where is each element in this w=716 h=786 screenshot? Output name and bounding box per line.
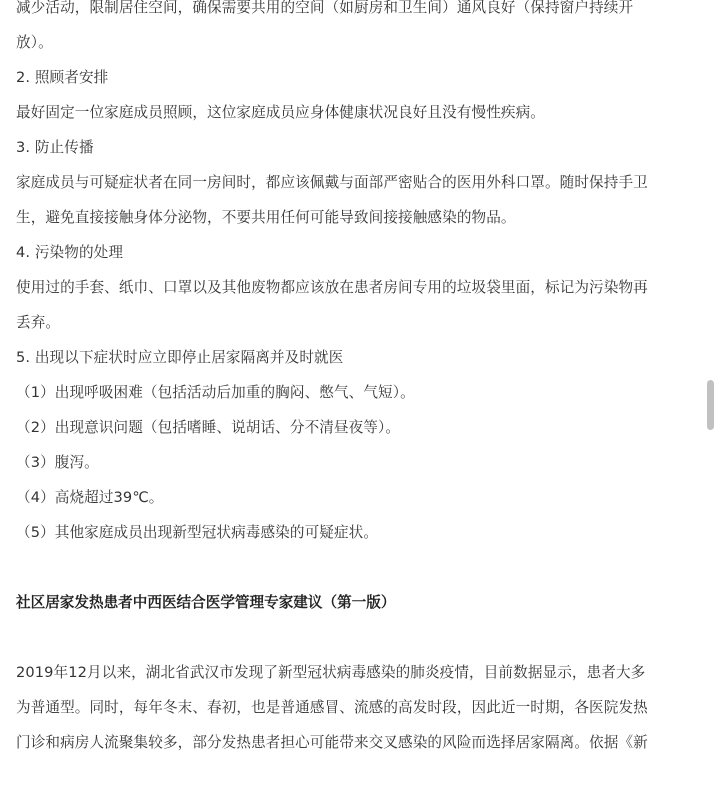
spacer	[16, 550, 692, 585]
symptom-item: （3）腹泻。	[16, 454, 99, 471]
section-4-body	[16, 270, 692, 340]
symptom-item: （1）出现呼吸困难（包括活动后加重的胸闷、憋气、气短）。	[16, 384, 415, 401]
intro-paragraph	[16, 0, 692, 60]
section-2-title: 2. 照顾者安排	[16, 69, 109, 86]
text-line: 门诊和病房人流聚集较多，部分发热患者担心可能带来交叉感染的风险而选择居家隔离。依据《新	[16, 734, 648, 751]
vertical-scrollbar[interactable]	[704, 0, 716, 786]
text-line: 减少活动，限制居住空间，确保需要共用的空间（如厨房和卫生间）通风良好（保持窗户持续开	[16, 0, 634, 16]
text-line: 放）。	[16, 34, 53, 51]
text-line: 丢弃。	[16, 314, 61, 331]
section-2-body: 最好固定一位家庭成员照顾，这位家庭成员应身体健康状况良好且没有慢性疾病。	[16, 104, 545, 121]
section-3-body	[16, 165, 692, 235]
expert-advice-heading: 社区居家发热患者中西医结合医学管理专家建议（第一版）	[16, 594, 396, 611]
text-line: 使用过的手套、纸巾、口罩以及其他废物都应该放在患者房间专用的垃圾袋里面，标记为污染物再	[16, 279, 648, 296]
symptom-item: （2）出现意识问题（包括嗜睡、说胡话、分不清昼夜等）。	[16, 419, 401, 436]
final-paragraph	[16, 655, 692, 760]
article-content	[16, 0, 692, 760]
text-line: 2019年12月以来，湖北省武汉市发现了新型冠状病毒感染的肺炎疫情，目前数据显示，患者大多	[16, 664, 646, 681]
text-line: 生，避免直接接触身体分泌物，不要共用任何可能导致间接接触感染的物品。	[16, 209, 516, 226]
section-4-title: 4. 污染物的处理	[16, 244, 124, 261]
spacer	[16, 620, 692, 655]
section-3-title: 3. 防止传播	[16, 139, 94, 156]
section-5-title: 5. 出现以下症状时应立即停止居家隔离并及时就医	[16, 349, 344, 366]
text-line: 为普通型。同时，每年冬末、春初，也是普通感冒、流感的高发时段，因此近一时期，各医院发热	[16, 699, 648, 716]
text-line: 家庭成员与可疑症状者在同一房间时，都应该佩戴与面部严密贴合的医用外科口罩。随时保持手卫	[16, 174, 648, 191]
scrollbar-thumb[interactable]	[707, 380, 714, 430]
symptom-item: （5）其他家庭成员出现新型冠状病毒感染的可疑症状。	[16, 524, 379, 541]
symptom-item: （4）高烧超过39℃。	[16, 489, 164, 506]
